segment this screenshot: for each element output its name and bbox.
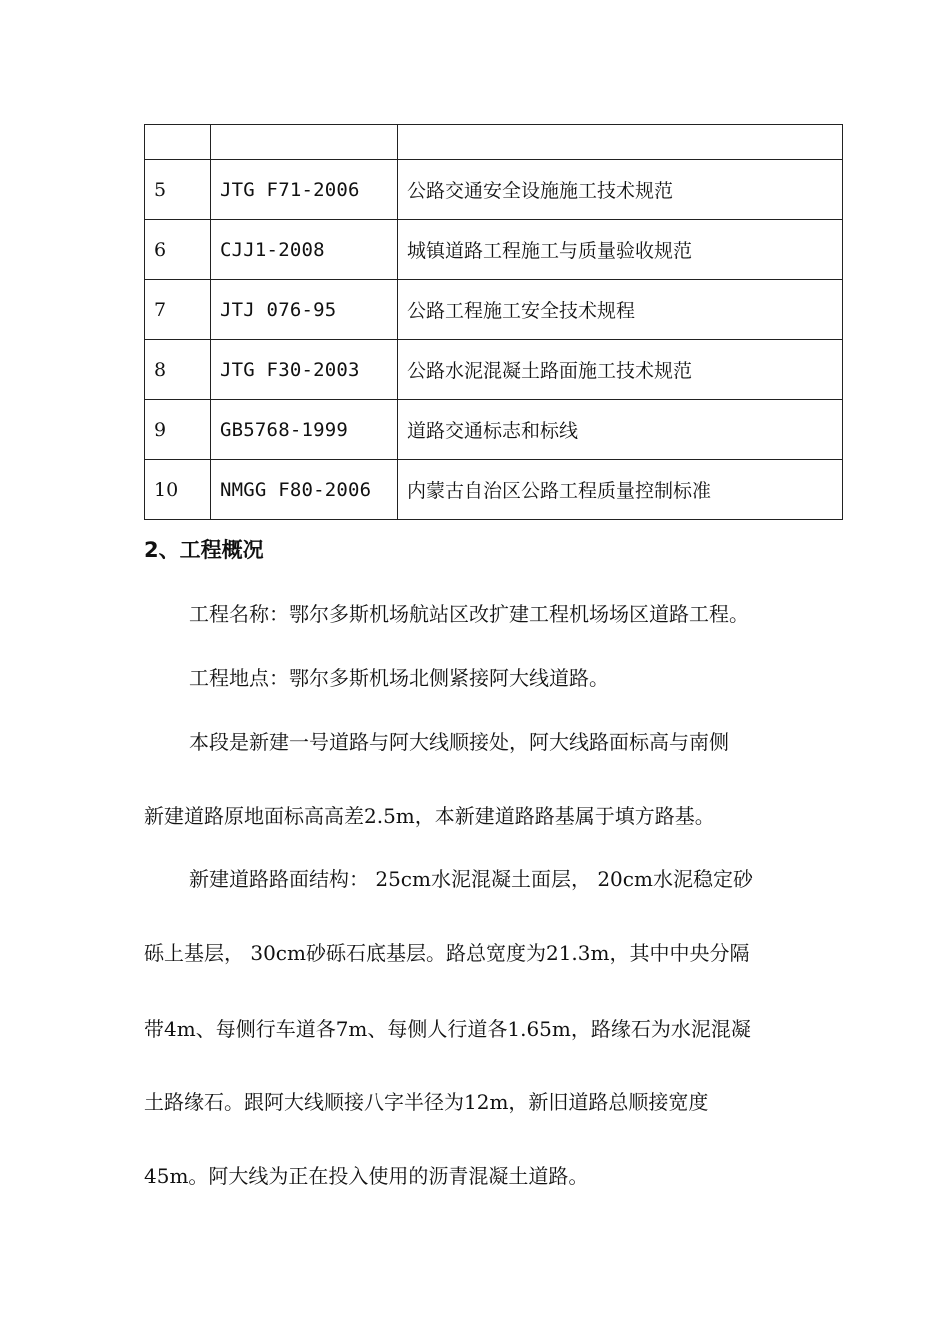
table-row	[145, 160, 843, 220]
table-row	[145, 460, 843, 520]
paragraph-line: 45m。阿大线为正在投入使用的沥青混凝土道路。	[144, 1164, 589, 1188]
standard-code: JTG F30-2003	[211, 340, 398, 400]
standards-table	[144, 124, 843, 520]
paragraph-line: 带4m、每侧行车道各7m、每侧人行道各1.65m，路缘石为水泥混凝	[144, 1017, 751, 1041]
paragraph-line: 新建道路原地面标高高差2.5m，本新建道路路基属于填方路基。	[144, 804, 715, 828]
standard-code: CJJ1-2008	[211, 220, 398, 280]
row-number	[145, 125, 211, 160]
table-row	[145, 125, 843, 160]
paragraph-line: 砾上基层， 30cm砂砾石底基层。路总宽度为21.3m，其中中央分隔	[144, 941, 750, 965]
standard-name: 道路交通标志和标线	[398, 400, 843, 460]
row-number: 6	[145, 220, 211, 280]
table-row	[145, 280, 843, 340]
row-number: 9	[145, 400, 211, 460]
standard-name: 公路工程施工安全技术规程	[398, 280, 843, 340]
standard-code	[211, 125, 398, 160]
standard-code: JTJ 076-95	[211, 280, 398, 340]
row-number: 8	[145, 340, 211, 400]
standard-code: NMGG F80-2006	[211, 460, 398, 520]
project-location-line: 工程地点：鄂尔多斯机场北侧紧接阿大线道路。	[189, 666, 609, 690]
paragraph-line: 土路缘石。跟阿大线顺接八字半径为12m，新旧道路总顺接宽度	[144, 1090, 709, 1114]
standard-name: 城镇道路工程施工与质量验收规范	[398, 220, 843, 280]
row-number: 10	[145, 460, 211, 520]
standard-name: 内蒙古自治区公路工程质量控制标准	[398, 460, 843, 520]
paragraph-line: 本段是新建一号道路与阿大线顺接处，阿大线路面标高与南侧	[189, 730, 729, 754]
table-row	[145, 220, 843, 280]
standard-name: 公路水泥混凝土路面施工技术规范	[398, 340, 843, 400]
table-row	[145, 340, 843, 400]
project-name-line: 工程名称：鄂尔多斯机场航站区改扩建工程机场场区道路工程。	[189, 602, 749, 626]
row-number: 7	[145, 280, 211, 340]
section-heading: 2、工程概况	[144, 538, 264, 562]
standard-name	[398, 125, 843, 160]
standard-name: 公路交通安全设施施工技术规范	[398, 160, 843, 220]
standard-code: GB5768-1999	[211, 400, 398, 460]
row-number: 5	[145, 160, 211, 220]
standard-code: JTG F71-2006	[211, 160, 398, 220]
paragraph-line: 新建道路路面结构： 25cm水泥混凝土面层， 20cm水泥稳定砂	[189, 867, 753, 891]
table-row	[145, 400, 843, 460]
